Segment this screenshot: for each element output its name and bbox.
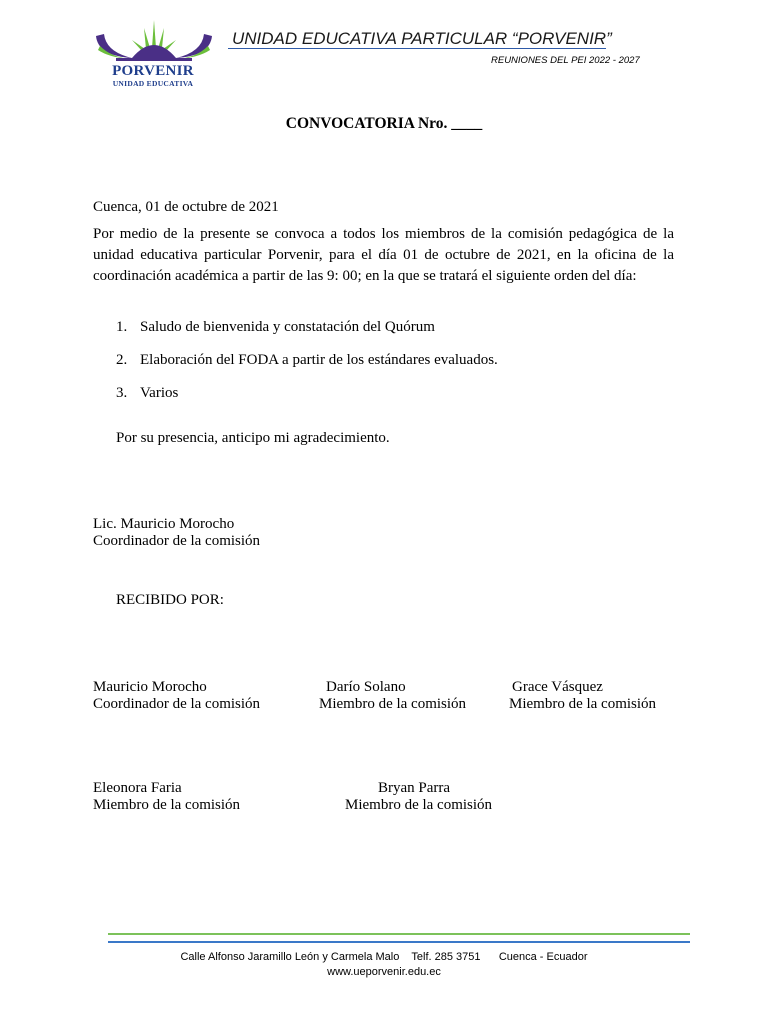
signature-role: Miembro de la comisión <box>93 797 241 813</box>
agenda-item-number: 1. <box>116 319 128 335</box>
agenda-item: Elaboración del FODA a partir de los estándares evaluados. <box>140 352 498 368</box>
agenda-item: Varios <box>140 385 179 401</box>
agenda-item: Saludo de bienvenida y constatación del Quórum <box>140 319 435 335</box>
signature-role: Coordinador de la comisión <box>93 696 261 712</box>
closing-line: Por su presencia, anticipo mi agradecimiento. <box>116 430 390 446</box>
signature-role: Miembro de la comisión <box>509 696 657 712</box>
school-name-heading: UNIDAD EDUCATIVA PARTICULAR “PORVENIR” <box>232 29 612 48</box>
footer-website-link[interactable]: www.ueporvenir.edu.ec <box>327 966 441 978</box>
signature-name: Eleonora Faria <box>93 780 182 796</box>
logo-wordmark: PORVENIR <box>112 63 194 79</box>
convocation-paragraph: Por medio de la presente se convoca a todos los miembros de la comisión pedagógica de la unidad educativa particular Porvenir, para el día 01 de octubre de 2021, en la oficina de la coordinación académica a partir de las 9: 00; en la que se tratará el siguiente orden del día: <box>93 226 674 284</box>
header-divider <box>228 48 606 49</box>
signature-name: Mauricio Morocho <box>93 679 207 695</box>
footer-divider-blue <box>108 941 690 943</box>
received-by-label: RECIBIDO POR: <box>116 592 224 608</box>
footer-address: Calle Alfonso Jaramillo León y Carmela Malo Telf. 285 3751 Cuenca - Ecuador <box>180 951 588 963</box>
footer-divider-green <box>108 933 690 935</box>
date-line: Cuenca, 01 de octubre de 2021 <box>93 199 279 215</box>
header-subtitle: REUNIONES DEL PEI 2022 - 2027 <box>491 55 640 66</box>
signature-role: Miembro de la comisión <box>319 696 467 712</box>
signer-name: Lic. Mauricio Morocho <box>93 516 235 532</box>
logo-subtitle: UNIDAD EDUCATIVA <box>112 79 194 88</box>
signature-name: Bryan Parra <box>378 780 451 796</box>
signer-role: Coordinador de la comisión <box>93 533 261 549</box>
agenda-item-number: 2. <box>116 352 128 368</box>
signature-name: Darío Solano <box>326 679 406 695</box>
signature-role: Miembro de la comisión <box>345 797 493 813</box>
document-title: CONVOCATORIA Nro. ____ <box>285 115 483 132</box>
agenda-item-number: 3. <box>116 385 128 401</box>
signature-name: Grace Vásquez <box>512 679 603 695</box>
